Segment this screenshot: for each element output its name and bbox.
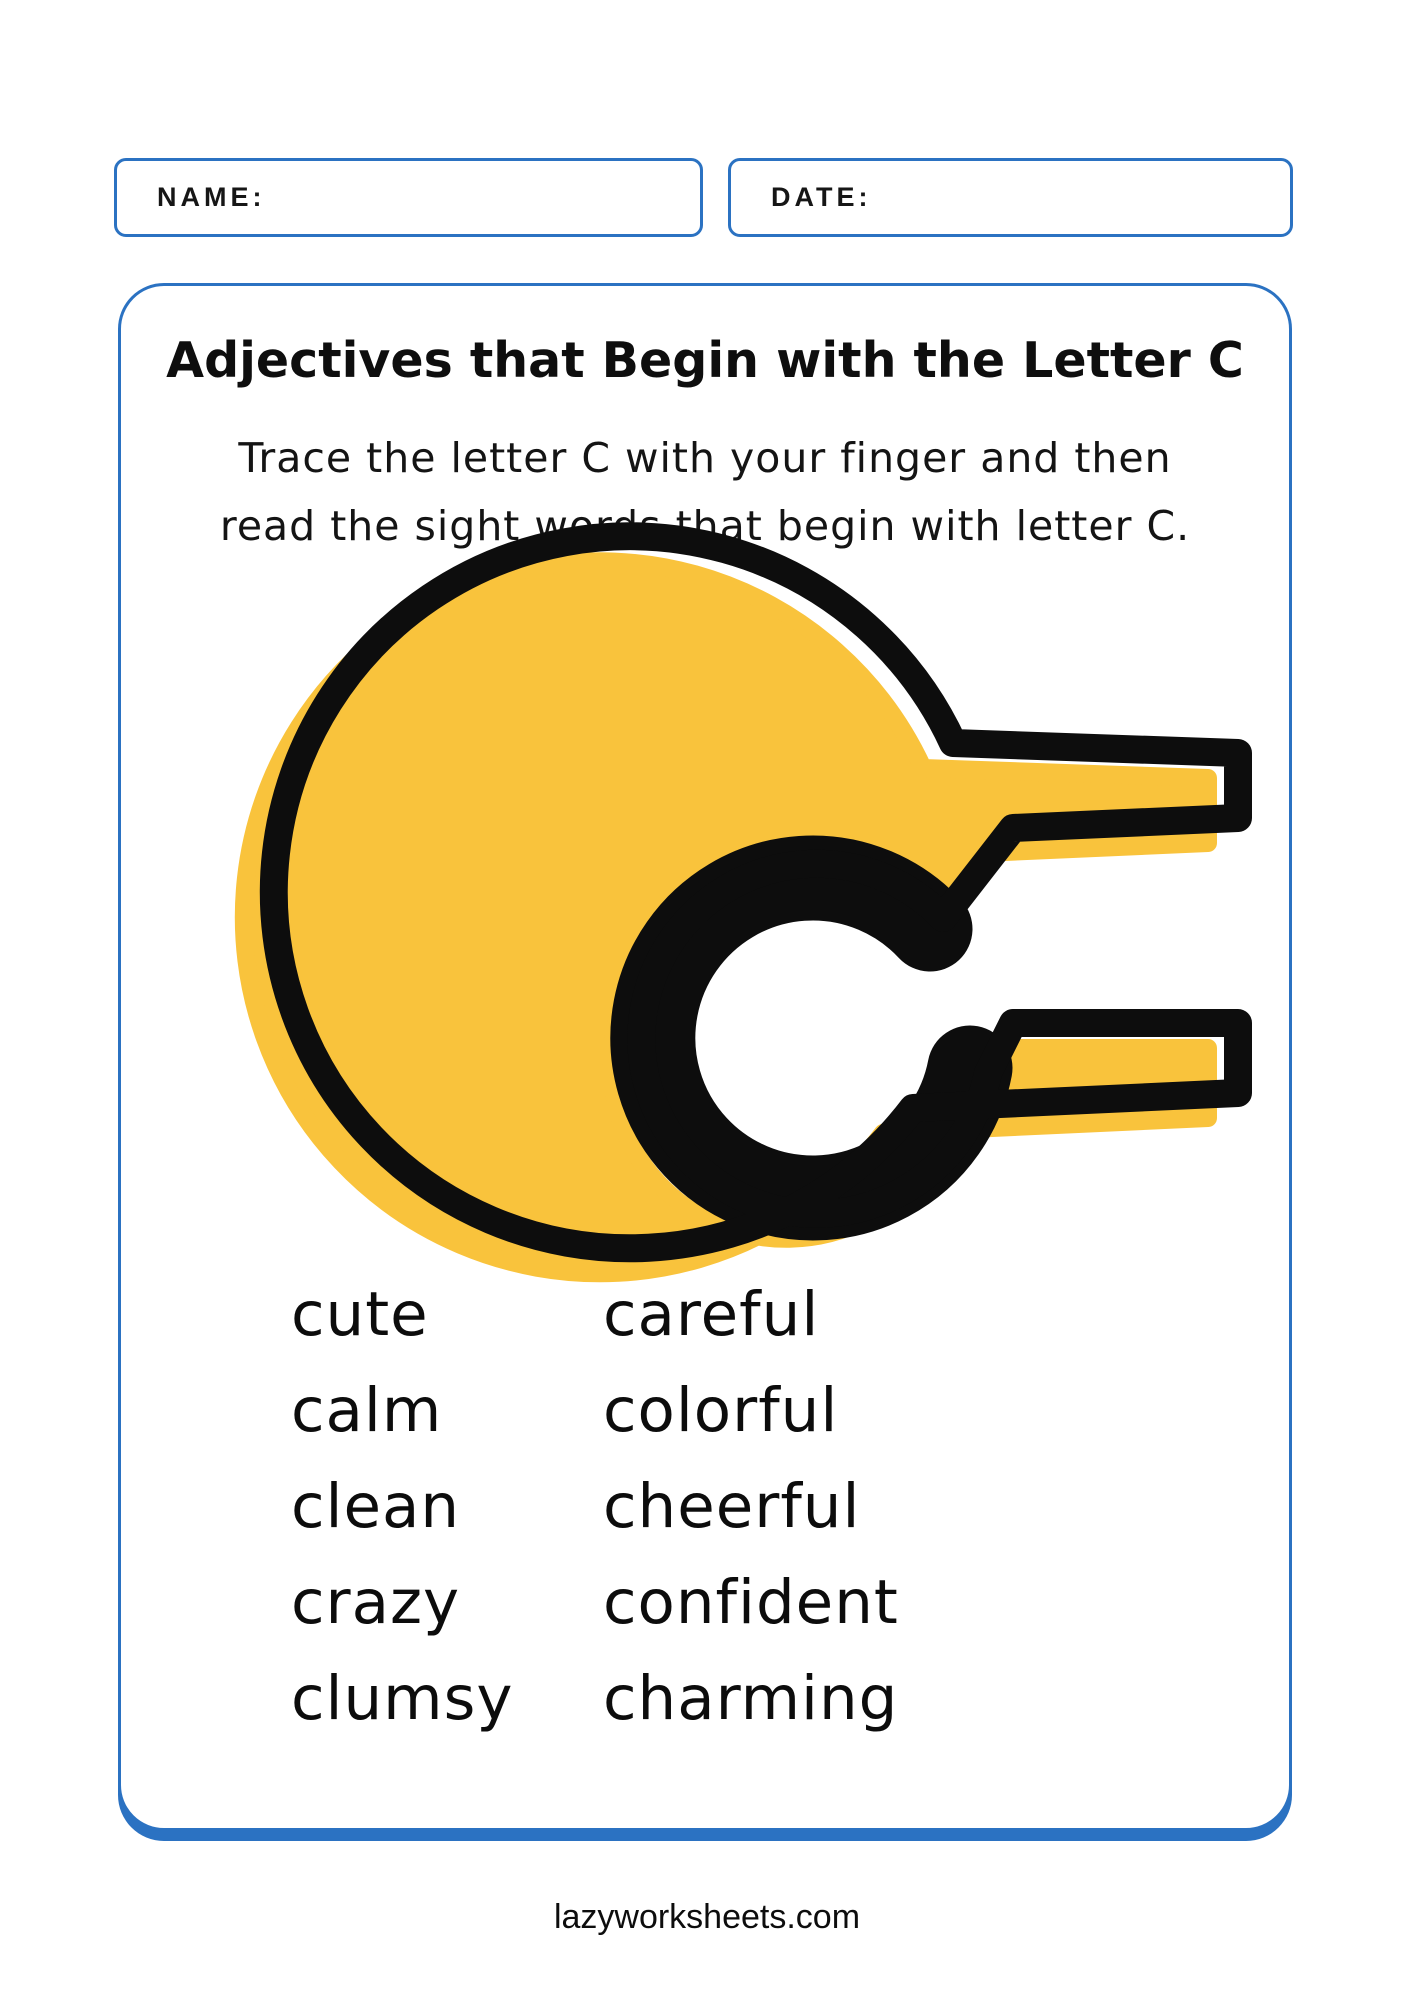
- letter-c-graphic[interactable]: [213, 498, 1293, 1298]
- word-row: [291, 1266, 1171, 1362]
- letter-c-character: [121, 286, 122, 287]
- word-item: calm: [291, 1374, 443, 1446]
- worksheet-card: [118, 283, 1292, 1831]
- word-row: [291, 1458, 1171, 1554]
- word-item: clean: [291, 1470, 461, 1542]
- word-item: cheerful: [603, 1470, 861, 1542]
- word-item: careful: [603, 1278, 820, 1350]
- word-item: confident: [603, 1566, 899, 1638]
- word-list: [291, 1266, 1171, 1746]
- name-label: NAME:: [157, 182, 266, 212]
- word-row: [291, 1362, 1171, 1458]
- word-item: colorful: [603, 1374, 839, 1446]
- word-item: cute: [291, 1278, 429, 1350]
- name-field-box[interactable]: [114, 158, 703, 237]
- worksheet-title: Adjectives that Begin with the Letter C: [166, 332, 1244, 389]
- instruction-line-1: Trace the letter C with your finger and then: [238, 434, 1172, 482]
- word-row: [291, 1650, 1171, 1746]
- date-label: DATE:: [771, 182, 872, 212]
- word-item: clumsy: [291, 1662, 514, 1734]
- footer-site-url: lazyworksheets.com: [553, 1898, 861, 1936]
- word-item: charming: [603, 1662, 899, 1734]
- date-field-box[interactable]: [728, 158, 1293, 237]
- word-row: [291, 1554, 1171, 1650]
- instruction-line-2: read the sight words that begin with letter C.: [219, 502, 1191, 550]
- word-item: crazy: [291, 1566, 461, 1638]
